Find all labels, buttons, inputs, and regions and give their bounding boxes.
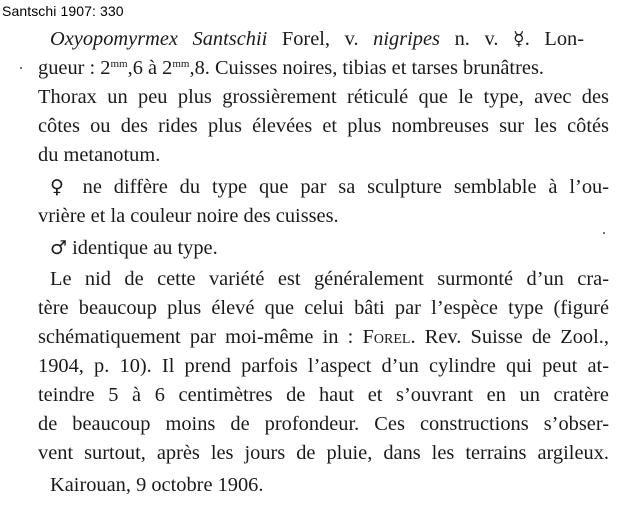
paragraph-4-line-1: Le nid de cette variété est généralement surmonté d’un cra-: [50, 268, 609, 290]
female-symbol-icon: ♀: [50, 176, 71, 198]
taxon-status: n. v.: [440, 28, 514, 50]
paragraph-1-line-1: [50, 25, 584, 54]
male-symbol-icon: ♂: [50, 237, 68, 259]
paragraph-2-line-2: vrière et la couleur noire des cuisses.: [38, 205, 339, 227]
paragraph-1-line-2: gueur : $2^{mm},6$ à $2^{mm},8$. Cuisses noires, tibias et tarses brunâtres.: [38, 57, 544, 79]
citation-header: Santschi 1907: 330: [2, 3, 124, 19]
scan-speck: [603, 232, 605, 234]
paragraph-4-line-7: vent surtout, après les jours de pluie, dans les terrains argileux.: [38, 442, 609, 464]
paragraph-1-line-3: Thorax un peu plus grossièrement réticulé que le type, avec des: [38, 86, 609, 108]
paragraph-4-line-2: tère beaucoup plus élevé que celui bâti par l’espèce type (figuré: [38, 297, 609, 319]
species-name: Oxyopomyrmex Santschii: [50, 28, 268, 50]
paragraph-4-line-3: schématiquement par moi-même in : Forel. Rev. Suisse de Zool.,: [38, 326, 609, 348]
worker-symbol-icon: ☿: [513, 28, 525, 50]
paragraph-4-line-4: 1904, p. 10). Il prend parfois l’aspect d’un cylindre qui peut at-: [38, 355, 609, 377]
species-author: Forel, v.: [267, 28, 374, 50]
paragraph-4-line-6: de beaucoup moins de profondeur. Ces constructions s’obser-: [38, 413, 609, 435]
paragraph-1-line-5: du metanotum.: [38, 144, 161, 166]
paragraph-5-line-1: Kairouan, 9 octobre 1906.: [50, 474, 264, 496]
mm-unit: mm: [172, 58, 190, 70]
mm-unit: mm: [110, 58, 128, 70]
variety-name: nigripes: [373, 28, 440, 50]
lon-text: . Lon-: [524, 28, 585, 50]
author-name: Forel: [362, 326, 411, 348]
paragraph-1-line-4: côtes ou des rides plus élevées et plus nombreuses sur les côtés: [38, 115, 609, 137]
paragraph-2-line-1: ♀ ne diffère du type que par sa sculpture semblable à l’ou-: [50, 176, 609, 198]
scan-speck: [20, 67, 22, 69]
paragraph-4-line-5: teindre 5 à 6 centimètres de haut et s’ouvrant en un cratère: [38, 384, 609, 406]
paragraph-3-line-1: ♂ identique au type.: [50, 237, 218, 259]
